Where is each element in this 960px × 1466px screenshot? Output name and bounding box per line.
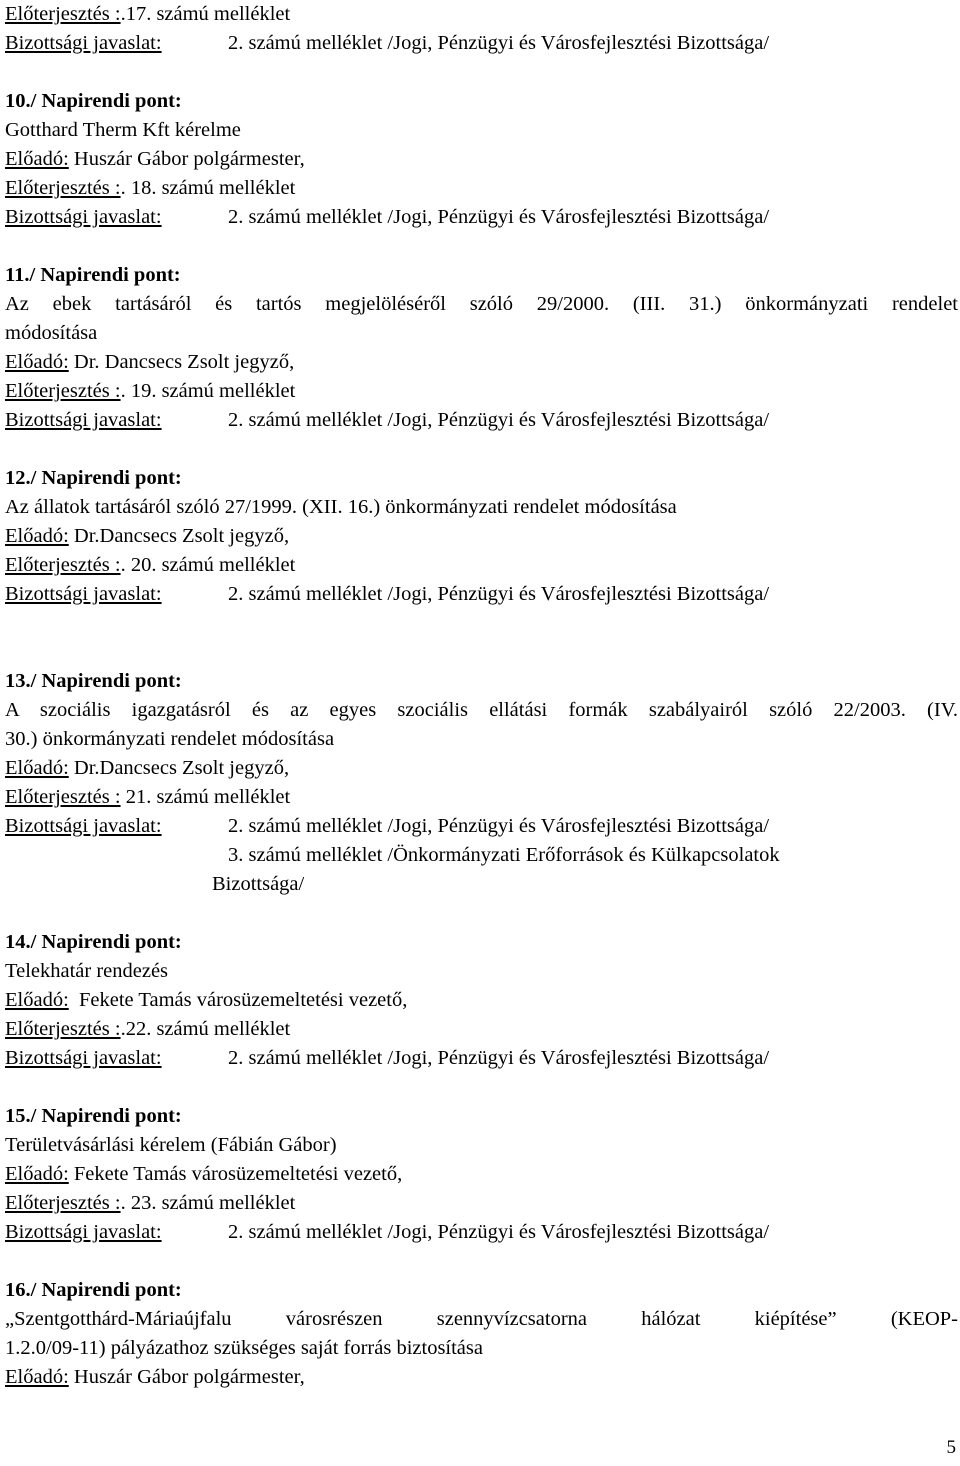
eloterjesztes-value: . 20. számú melléklet xyxy=(120,554,296,576)
bizottsagi-line xyxy=(5,580,958,609)
bizottsagi-label: Bizottsági javaslat: xyxy=(5,1221,162,1243)
agenda-item-10 xyxy=(5,87,958,232)
bizottsagi-line-2: 3. számú melléklet /Önkormányzati Erőforrások és Külkapcsolatok xyxy=(228,844,780,866)
eloado-label: Előadó: xyxy=(5,351,69,373)
eloterjesztes-label: Előterjesztés : xyxy=(5,786,121,808)
eloterjesztes-line xyxy=(5,1015,958,1044)
bizottsagi-line-3: Bizottsága/ xyxy=(212,873,305,895)
eloterjesztes-value: .22. számú melléklet xyxy=(120,1018,291,1040)
bizottsagi-value: 2. számú melléklet /Jogi, Pénzügyi és Városfejlesztési Bizottsága/ xyxy=(228,1221,770,1243)
eloterjesztes-line xyxy=(5,783,958,812)
agenda-heading: 11./ Napirendi pont: xyxy=(5,264,181,286)
eloado-value: Fekete Tamás városüzemeltetési vezető, xyxy=(79,989,408,1011)
eloterjesztes-line xyxy=(5,1189,958,1218)
eloado-line xyxy=(5,522,958,551)
eloterjesztes-line xyxy=(5,377,958,406)
page-number: 5 xyxy=(946,1437,956,1458)
agenda-heading: 14./ Napirendi pont: xyxy=(5,931,182,953)
agenda-heading: 12./ Napirendi pont: xyxy=(5,467,182,489)
eloado-value: Dr.Dancsecs Zsolt jegyző, xyxy=(73,757,290,779)
agenda-title: Területvásárlási kérelem (Fábián Gábor) xyxy=(5,1134,337,1156)
bizottsagi-label: Bizottsági javaslat: xyxy=(5,1047,162,1069)
agenda-title-line-1: A szociális igazgatásról és az egyes szociális ellátási formák szabályairól szóló 22/2003. (IV. xyxy=(5,699,958,721)
eloado-line xyxy=(5,1363,958,1392)
eloterjesztes-label: Előterjesztés : xyxy=(5,554,121,576)
top-eloterjesztes xyxy=(5,0,958,29)
eloterjesztes-value: .17. számú melléklet xyxy=(120,3,291,25)
bizottsagi-label: Bizottsági javaslat: xyxy=(5,409,162,431)
agenda-title-line-2: 30.) önkormányzati rendelet módosítása xyxy=(5,728,335,750)
eloterjesztes-value: . 19. számú melléklet xyxy=(120,380,296,402)
agenda-heading: 13./ Napirendi pont: xyxy=(5,670,182,692)
bizottsagi-label: Bizottsági javaslat: xyxy=(5,583,162,605)
eloterjesztes-label: Előterjesztés : xyxy=(5,177,121,199)
agenda-title: Telekhatár rendezés xyxy=(5,960,169,982)
agenda-item-12 xyxy=(5,464,958,609)
agenda-heading: 15./ Napirendi pont: xyxy=(5,1105,182,1127)
bizottsagi-line xyxy=(5,1044,958,1073)
bizottsagi-value: 2. számú melléklet /Jogi, Pénzügyi és Városfejlesztési Bizottsága/ xyxy=(228,32,770,54)
eloterjesztes-label: Előterjesztés : xyxy=(5,3,121,25)
bizottsagi-value: 2. számú melléklet /Jogi, Pénzügyi és Városfejlesztési Bizottsága/ xyxy=(228,206,770,228)
agenda-title: Gotthard Therm Kft kérelme xyxy=(5,119,241,141)
eloterjesztes-label: Előterjesztés : xyxy=(5,380,121,402)
agenda-title-line-2: 1.2.0/09-11) pályázathoz szükséges saját forrás biztosítása xyxy=(5,1337,483,1359)
eloado-label: Előadó: xyxy=(5,1163,69,1185)
agenda-item-16 xyxy=(5,1276,958,1392)
eloado-value: Huszár Gábor polgármester, xyxy=(73,148,305,170)
eloterjesztes-line xyxy=(5,174,958,203)
agenda-title-line-1: Az ebek tartásáról és tartós megjelöléséről szóló 29/2000. (III. 31.) önkormányzati rendelet xyxy=(5,293,958,315)
agenda-item-14 xyxy=(5,928,958,1073)
agenda-item-11 xyxy=(5,261,958,435)
bizottsagi-value: 2. számú melléklet /Jogi, Pénzügyi és Városfejlesztési Bizottsága/ xyxy=(228,815,770,837)
eloado-value: Fekete Tamás városüzemeltetési vezető, xyxy=(73,1163,403,1185)
bizottsagi-value: 2. számú melléklet /Jogi, Pénzügyi és Városfejlesztési Bizottsága/ xyxy=(228,409,770,431)
eloterjesztes-label: Előterjesztés : xyxy=(5,1192,121,1214)
bizottsagi-label: Bizottsági javaslat: xyxy=(5,206,162,228)
eloado-line xyxy=(5,1160,958,1189)
eloterjesztes-value: . 23. számú melléklet xyxy=(120,1192,296,1214)
eloado-value: Huszár Gábor polgármester, xyxy=(73,1366,305,1388)
document-page xyxy=(5,0,958,1392)
bizottsagi-value: 2. számú melléklet /Jogi, Pénzügyi és Városfejlesztési Bizottsága/ xyxy=(228,1047,770,1069)
agenda-title-line-1: „Szentgotthárd-Máriaújfalu városrészen szennyvízcsatorna hálózat kiépítése” (KEOP- xyxy=(5,1308,958,1330)
bizottsagi-line xyxy=(5,203,958,232)
bizottsagi-line xyxy=(5,1218,958,1247)
eloado-label: Előadó: xyxy=(5,525,69,547)
bizottsagi-value: 2. számú melléklet /Jogi, Pénzügyi és Városfejlesztési Bizottsága/ xyxy=(228,583,770,605)
eloado-line xyxy=(5,754,958,783)
agenda-heading: 10./ Napirendi pont: xyxy=(5,90,182,112)
eloado-label: Előadó: xyxy=(5,989,69,1011)
eloado-label: Előadó: xyxy=(5,1366,69,1388)
eloado-line xyxy=(5,986,958,1015)
eloterjesztes-value: . 18. számú melléklet xyxy=(120,177,296,199)
bizottsagi-line xyxy=(5,812,958,841)
eloterjesztes-label: Előterjesztés : xyxy=(5,1018,121,1040)
agenda-item-15 xyxy=(5,1102,958,1247)
bizottsagi-line xyxy=(5,406,958,435)
agenda-title: Az állatok tartásáról szóló 27/1999. (XII. 16.) önkormányzati rendelet módosítása xyxy=(5,496,677,518)
agenda-item-13 xyxy=(5,667,958,899)
agenda-heading: 16./ Napirendi pont: xyxy=(5,1279,182,1301)
agenda-title-line-2: módosítása xyxy=(5,322,98,344)
eloado-label: Előadó: xyxy=(5,148,69,170)
eloterjesztes-value: 21. számú melléklet xyxy=(120,786,291,808)
top-bizottsagi xyxy=(5,29,958,58)
eloterjesztes-line xyxy=(5,551,958,580)
bizottsagi-label: Bizottsági javaslat: xyxy=(5,32,162,54)
bizottsagi-label: Bizottsági javaslat: xyxy=(5,815,162,837)
eloado-value: Dr.Dancsecs Zsolt jegyző, xyxy=(73,525,290,547)
eloado-value: Dr. Dancsecs Zsolt jegyző, xyxy=(73,351,295,373)
eloado-line xyxy=(5,348,958,377)
eloado-line xyxy=(5,145,958,174)
eloado-label: Előadó: xyxy=(5,757,69,779)
